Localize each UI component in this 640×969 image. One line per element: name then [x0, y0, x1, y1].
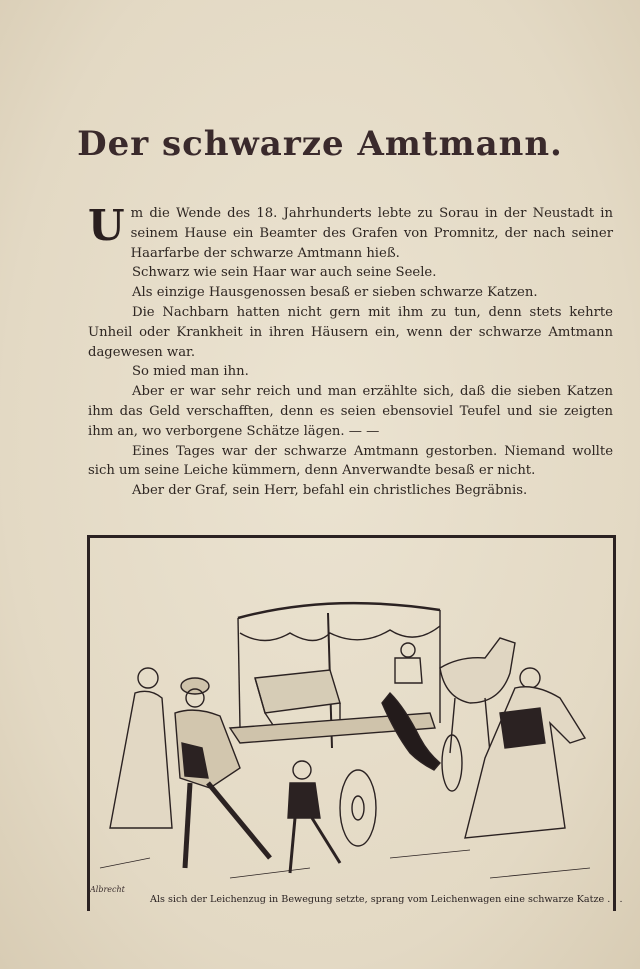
paragraph-8: Aber der Graf, sein Herr, befahl ein christliches Begräbnis. — [132, 483, 528, 499]
paragraph-1: Um die Wende des 18. Jahrhunderts lebte zu Sorau in der Neustadt in seinem Hause ein Beamter des Grafen von Promnitz, der nach seiner Haarfarbe der schwarze Amtmann hieß. — [88, 201, 613, 261]
paragraph-3: Als einzige Hausgenossen besaß er sieben schwarze Katzen. — [132, 285, 538, 301]
funeral-illustration — [87, 535, 616, 911]
paragraph-7: Eines Tages war der schwarze Amtmann gestorben. Niemand wollte sich um seine Leiche kümmern, denn Anverwandte besaß er nicht. — [88, 443, 613, 479]
illustration-drawing — [90, 538, 613, 911]
illustration-caption: Als sich der Leichenzug in Bewegung setzte, sprang vom Leichenwagen eine schwarze Katze . . . — [150, 894, 623, 905]
artist-signature: Albrecht — [90, 885, 125, 894]
drop-cap: U — [88, 201, 125, 250]
paragraph-6: Aber er war sehr reich und man erzählte sich, daß die sieben Katzen ihm das Geld verschafften, denn es seien ebensoviel Teufel und sie zeigten ihm an, wo verborgene Schätze lägen. — — — [88, 384, 613, 439]
paragraph-4: Die Nachbarn hatten nicht gern mit ihm zu tun, denn stets kehrte Unheil oder Krankheit in ihren Häusern ein, wenn der schwarze Amtmann dagewesen war. — [88, 304, 613, 360]
story-text — [88, 201, 613, 501]
paragraph-2: Schwarz wie sein Haar war auch seine Seele. — [132, 265, 437, 281]
page-title: Der schwarze Amtmann. — [77, 124, 563, 164]
paragraph-5: So mied man ihn. — [132, 364, 249, 380]
